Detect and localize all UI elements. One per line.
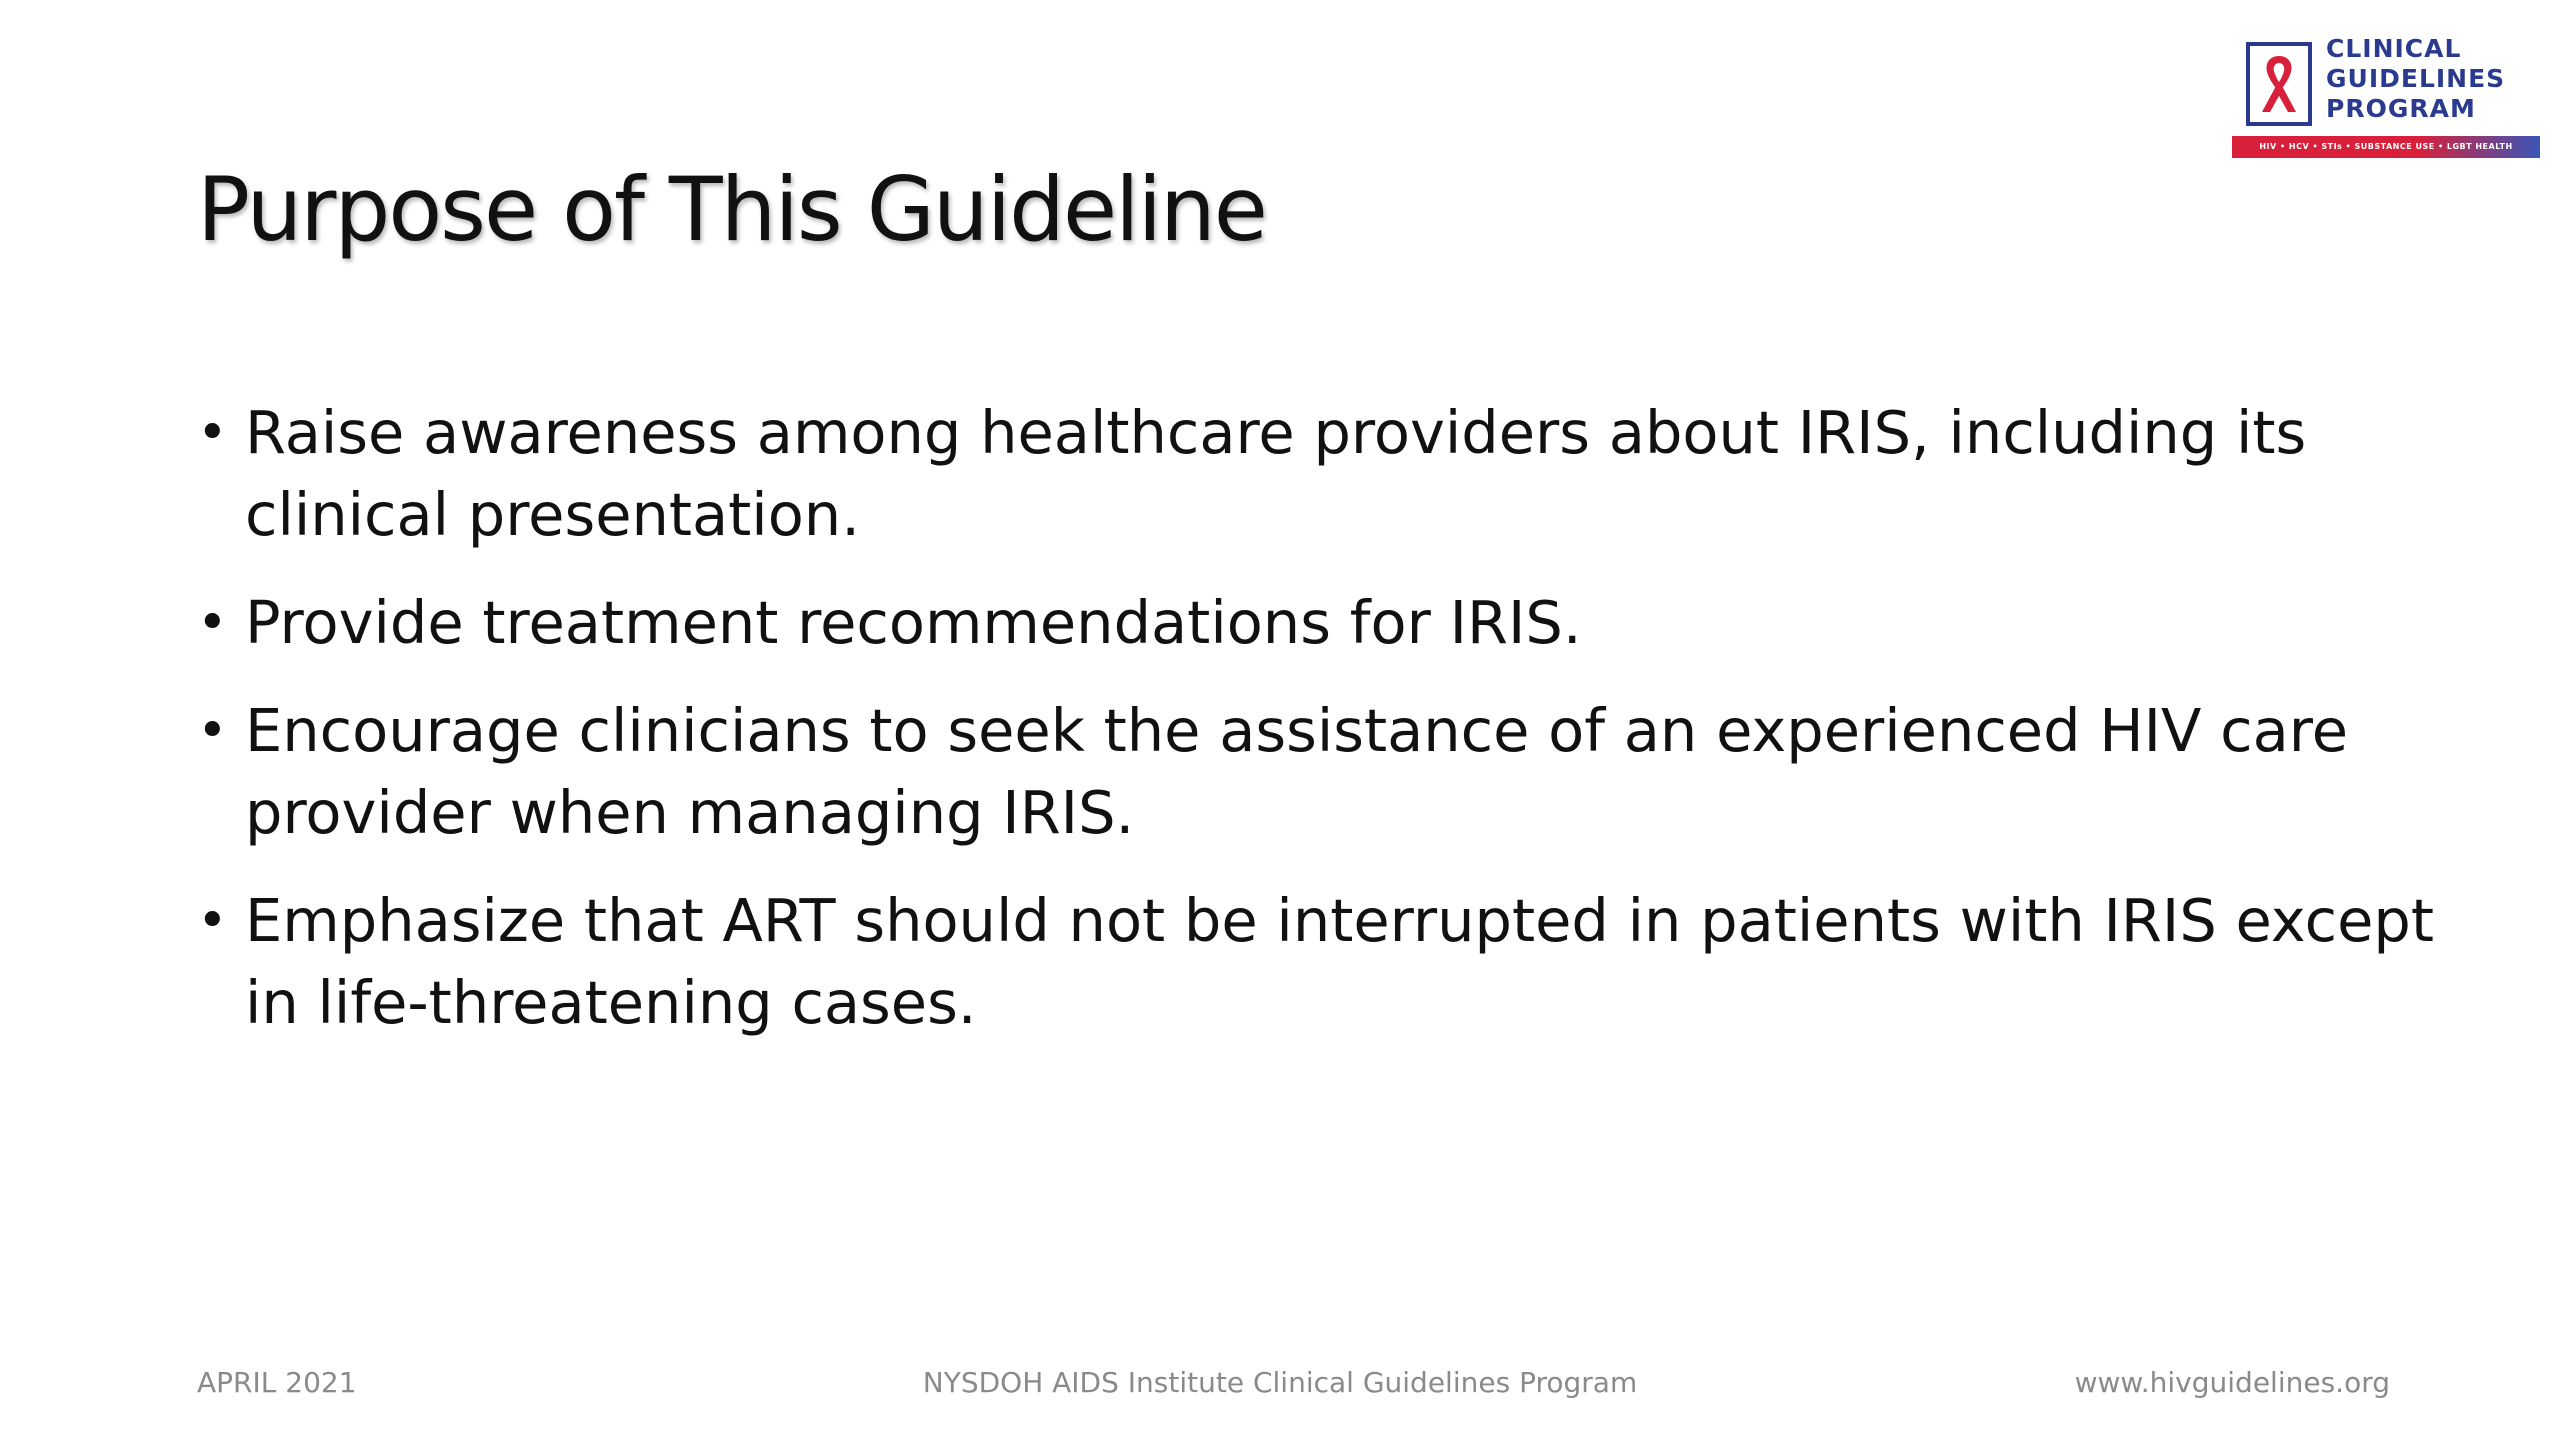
bullet-item — [197, 690, 2437, 854]
logo-wordmark — [2326, 34, 2505, 124]
bullet-dot-icon: • — [197, 701, 228, 761]
footer-date: APRIL 2021 — [197, 1366, 357, 1399]
bullet-item — [197, 392, 2437, 556]
logo-line-2: GUIDELINES — [2326, 64, 2506, 93]
logo-line-1: CLINICAL — [2326, 34, 2462, 63]
bullet-text: Encourage clinicians to seek the assistance of an experienced HIV care provider when managing IRIS. — [245, 696, 2349, 847]
footer-url[interactable]: www.hivguidelines.org — [2074, 1366, 2390, 1399]
logo-line-3: PROGRAM — [2326, 94, 2476, 123]
bullet-item — [197, 880, 2437, 1044]
clinical-guidelines-program-logo — [2232, 32, 2544, 164]
slide-title: Purpose of This Guideline — [197, 158, 1266, 261]
bullet-dot-icon: • — [197, 891, 228, 951]
bullet-list — [197, 392, 2437, 1070]
bullet-dot-icon: • — [197, 403, 228, 463]
bullet-text: Provide treatment recommendations for IRIS. — [245, 588, 1582, 657]
logo-tagline-bar: HIV • HCV • STIs • SUBSTANCE USE • LGBT HEALTH — [2232, 136, 2540, 158]
bullet-text: Emphasize that ART should not be interrupted in patients with IRIS except in life-threatening cases. — [245, 886, 2434, 1037]
footer-organization: NYSDOH AIDS Institute Clinical Guidelines Program — [922, 1366, 1638, 1399]
logo-frame — [2246, 42, 2312, 126]
red-ribbon-icon — [2250, 46, 2308, 122]
bullet-dot-icon: • — [197, 593, 228, 653]
bullet-text: Raise awareness among healthcare providers about IRIS, including its clinical presentation. — [245, 398, 2307, 549]
bullet-item — [197, 582, 2437, 664]
